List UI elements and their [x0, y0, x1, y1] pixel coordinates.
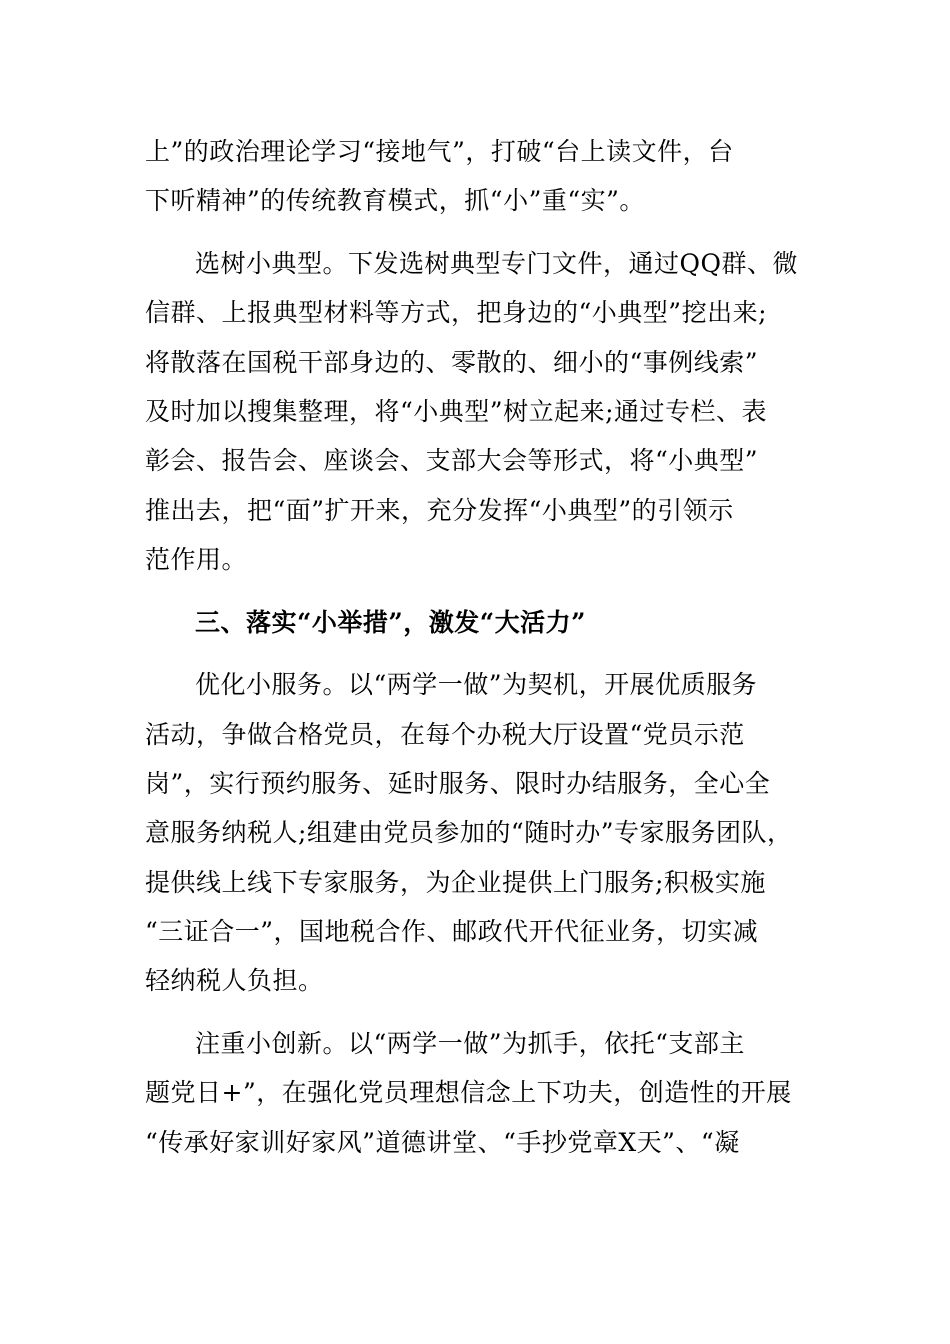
paragraph-2-line-7: 范作用。 — [145, 545, 248, 574]
paragraph-3-line-2: 活动，争做合格党员，在每个办税大厅设置“党员示范 — [145, 720, 745, 749]
paragraph-2-line-5: 彰会、报告会、座谈会、支部大会等形式，将“小典型” — [145, 446, 759, 475]
paragraph-1-line-1: 上”的政治理论学习“接地气”，打破“台上读文件，台 — [145, 137, 734, 166]
paragraph-3-line-3: 岗”，实行预约服务、延时服务、限时办结服务，全心全 — [145, 769, 771, 798]
paragraph-4-line-3: “传承好家训好家风”道德讲堂、“手抄党章X天”、“凝 — [145, 1128, 740, 1157]
paragraph-2-line-2: 信群、上报典型材料等方式，把身边的“小典型”挖出来; — [145, 298, 767, 327]
paragraph-1-line-2: 下听精神”的传统教育模式，抓“小”重“实”。 — [145, 186, 645, 215]
section-heading: 三、落实“小举措”，激发“大活力” — [195, 608, 587, 637]
paragraph-3-line-7: 轻纳税人负担。 — [145, 966, 324, 995]
paragraph-2-line-3: 将散落在国税干部身边的、零散的、细小的“事例线索” — [145, 348, 759, 377]
paragraph-3-line-1: 优化小服务。以“两学一做”为契机，开展优质服务 — [195, 670, 758, 699]
paragraph-2-line-1: 选树小典型。下发选树典型专门文件，通过QQ群、微 — [195, 249, 798, 278]
paragraph-3-line-6: “三证合一”，国地税合作、邮政代开代征业务，切实减 — [145, 917, 759, 946]
paragraph-4-line-1: 注重小创新。以“两学一做”为抓手，依托“支部主 — [195, 1029, 745, 1058]
paragraph-2-line-6: 推出去，把“面”扩开来，充分发挥“小典型”的引领示 — [145, 496, 734, 525]
paragraph-3-line-4: 意服务纳税人;组建由党员参加的“随时办”专家服务团队， — [145, 818, 793, 847]
paragraph-3-line-5: 提供线上线下专家服务，为企业提供上门服务;积极实施 — [145, 868, 766, 897]
paragraph-4-line-2: 题党日+”，在强化党员理想信念上下功夫，创造性的开展 — [145, 1078, 792, 1107]
paragraph-2-line-4: 及时加以搜集整理，将“小典型”树立起来;通过专栏、表 — [145, 397, 767, 426]
